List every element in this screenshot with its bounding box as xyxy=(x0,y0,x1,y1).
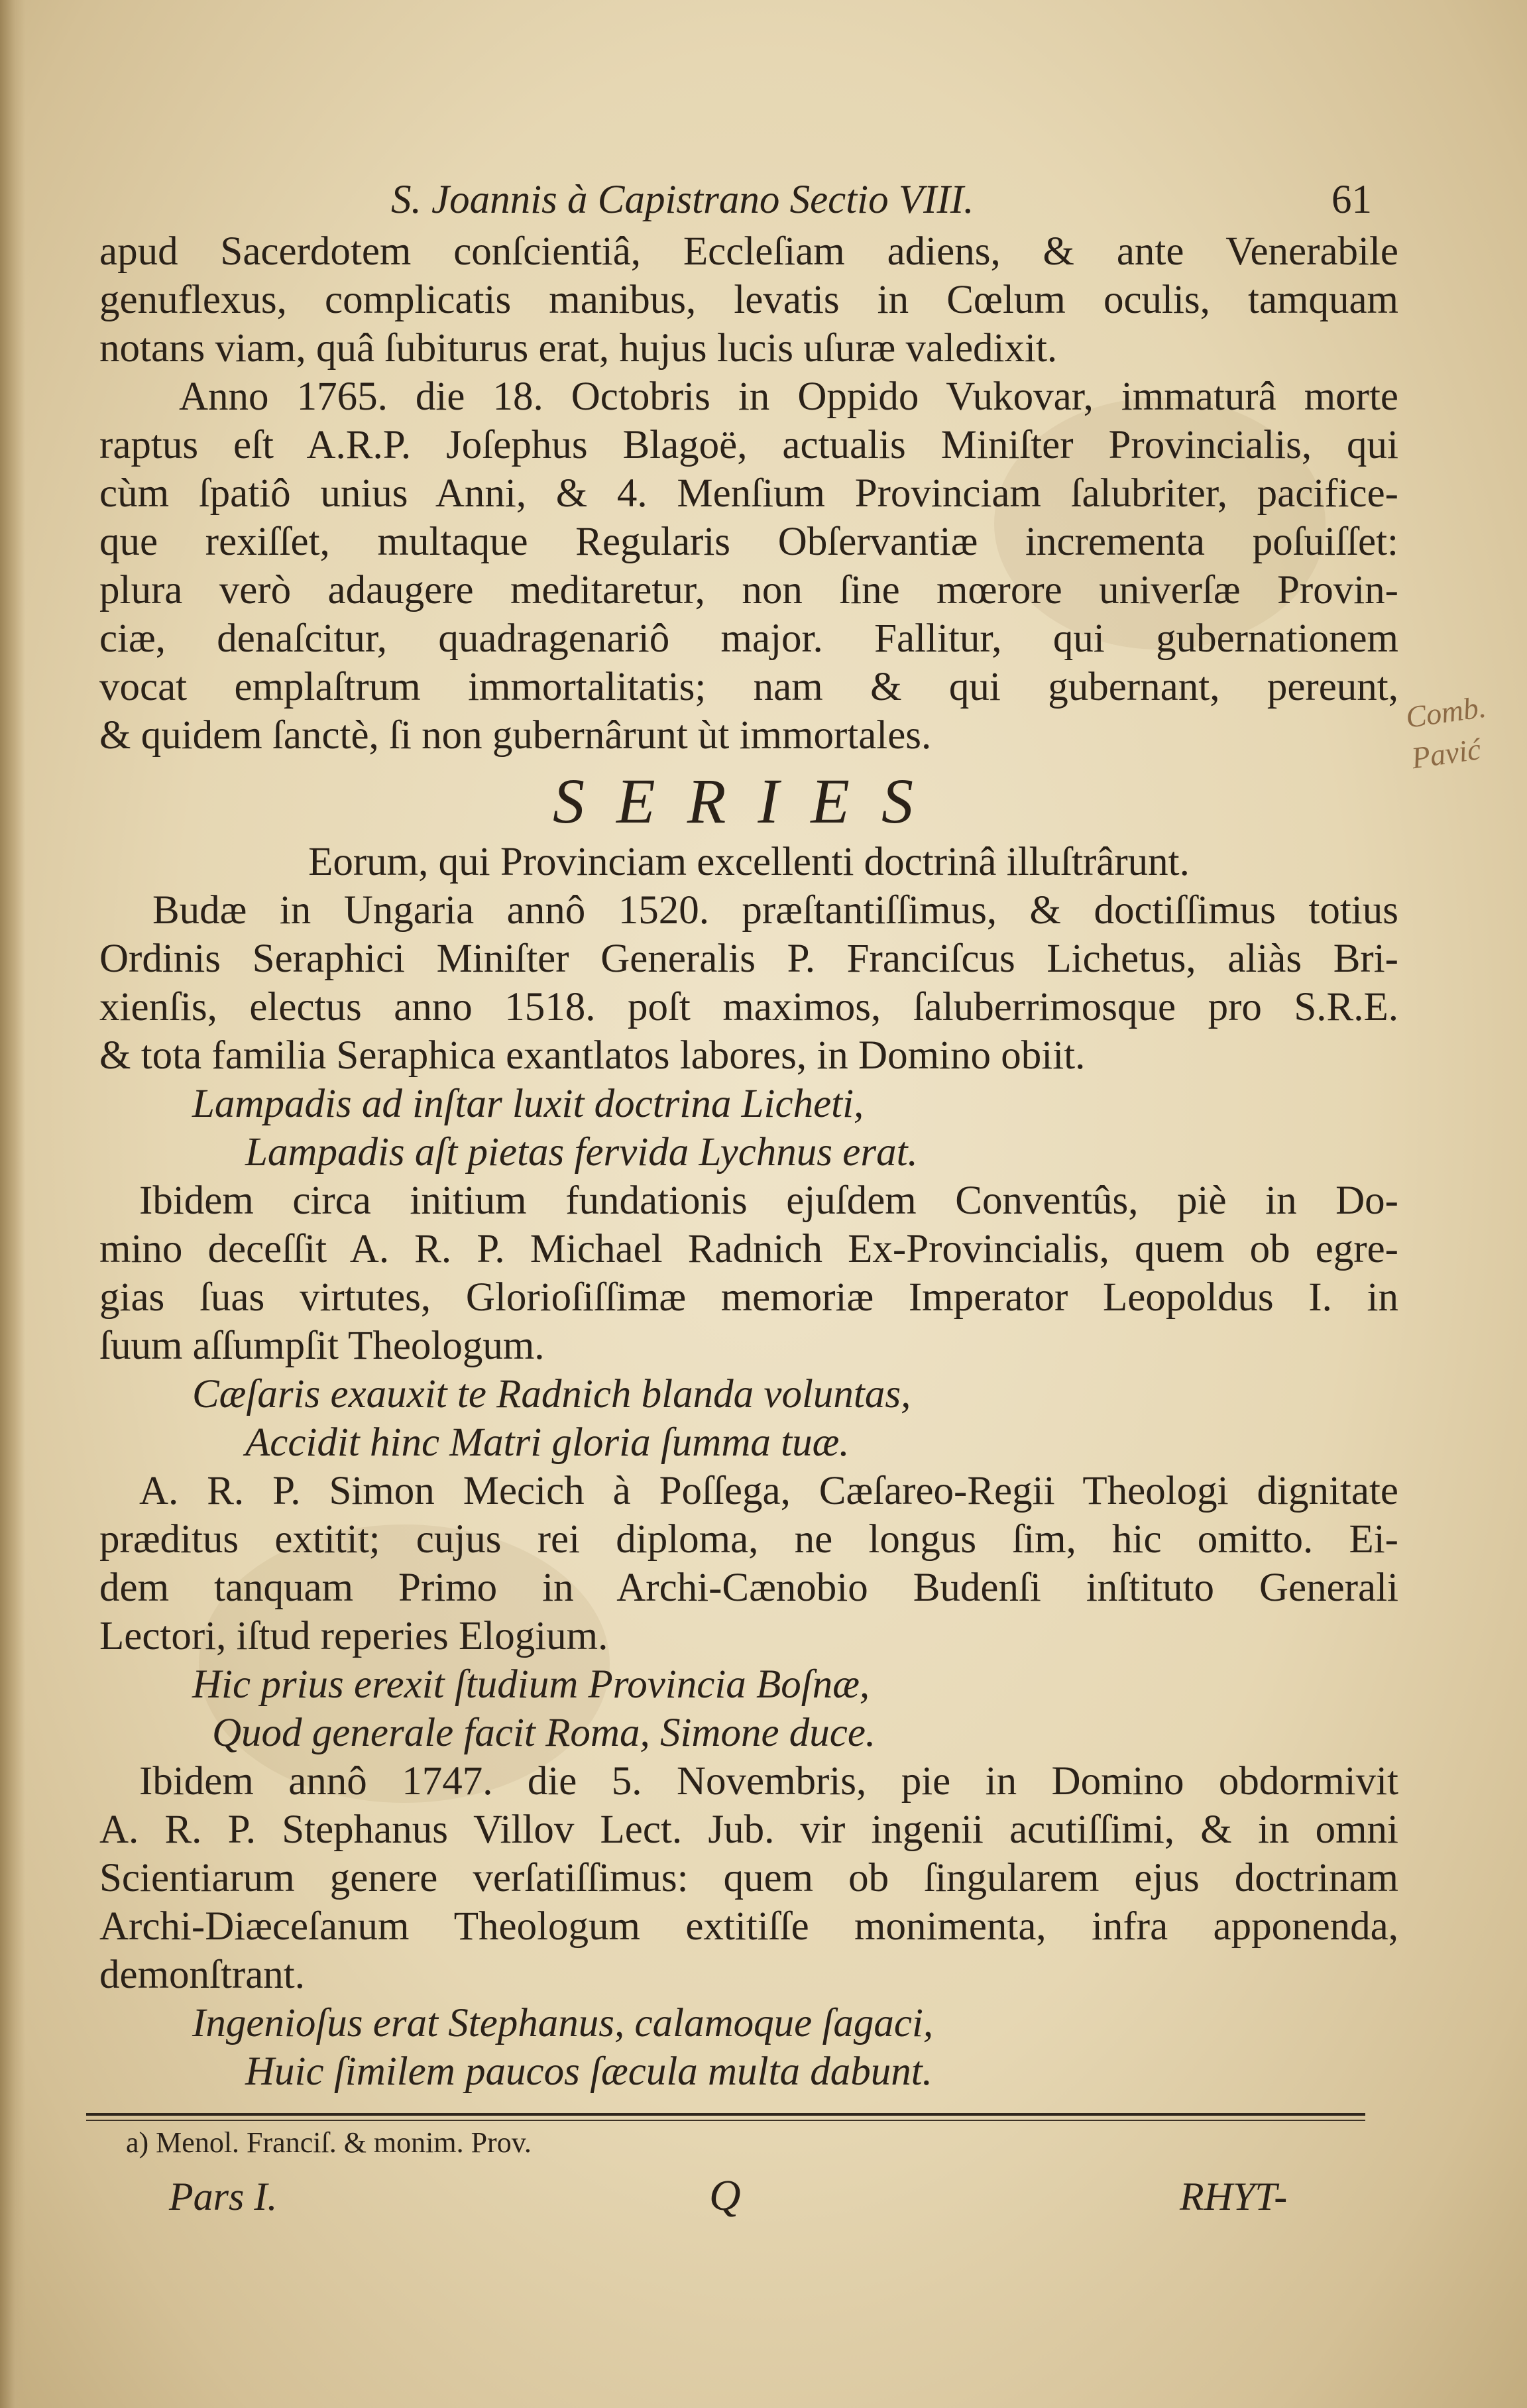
running-title: S. Joannis à Capistrano Sectio VIII. xyxy=(391,178,974,222)
rule-thin xyxy=(86,2120,1365,2121)
text-line: Ordinis Seraphici Miniſter Generalis P. Franciſcus Lichetus, aliàs Bri- xyxy=(99,937,1398,981)
page-number: 61 xyxy=(1331,178,1372,222)
verse-line: Cæſaris exauxit te Radnich blanda voluntas, xyxy=(192,1372,911,1416)
text-line: Scientiarum genere verſatiſſimus: quem ob ſingularem ejus doctrinam xyxy=(99,1856,1398,1900)
text-line: ſuum aſſumpſit Theologum. xyxy=(99,1324,545,1368)
text-line: Archi-Diæceſanum Theologum extitiſſe monimenta, infra apponenda, xyxy=(99,1904,1398,1949)
text-line: cùm ſpatiô unius Anni, & 4. Menſium Provinciam ſalubriter, pacifice- xyxy=(99,471,1398,516)
text-line: demonſtrant. xyxy=(99,1953,306,1997)
text-line: præditus extitit; cujus rei diploma, ne longus ſim, hic omitto. Ei- xyxy=(99,1517,1398,1562)
text-line: que rexiſſet, multaque Regularis Obſervantiæ incrementa poſuiſſet: xyxy=(99,520,1398,564)
text-line: ciæ, denaſcitur, quadragenariô major. Fallitur, qui gubernationem xyxy=(99,616,1398,661)
text-line: Ibidem circa initium fundationis ejuſdem Conventûs, piè in Do- xyxy=(139,1178,1398,1223)
verse-line: Ingenioſus erat Stephanus, calamoque ſagaci, xyxy=(192,2001,934,2045)
text-line: mino deceſſit A. R. P. Michael Radnich Ex-Provincialis, quem ob egre- xyxy=(99,1227,1398,1271)
series-subtitle: Eorum, qui Provinciam excellenti doctrinâ illuſtrârunt. xyxy=(308,840,1190,884)
verse-line: Lampadis ad inſtar luxit doctrina Licheti, xyxy=(192,1082,864,1126)
signature-mark: Q xyxy=(709,2171,741,2220)
running-header xyxy=(99,176,1398,227)
main-text xyxy=(99,176,1398,2096)
text-line: A. R. P. Simon Mecich à Poſſega, Cæſareo-Regii Theologi dignitate xyxy=(139,1469,1398,1513)
series-heading: SERIES xyxy=(553,766,945,836)
verse-line: Accidit hinc Matri gloria ſumma tuæ. xyxy=(245,1420,850,1465)
text-line: raptus eſt A.R.P. Joſephus Blagoë, actualis Miniſter Provincialis, qui xyxy=(99,423,1398,467)
text-line: Budæ in Ungaria annô 1520. præſtantiſſimus, & doctiſſimus totius xyxy=(152,888,1398,933)
text-line: vocat emplaſtrum immortalitatis; nam & qui gubernant, pereunt, xyxy=(99,665,1398,709)
text-line: plura verò adaugere meditaretur, non ſine mœrore univerſæ Provin- xyxy=(99,568,1398,612)
verse-line: Lampadis aſt pietas fervida Lychnus erat. xyxy=(245,1130,918,1175)
footnote-rule xyxy=(86,2113,1365,2121)
text-line: apud Sacerdotem conſcientiâ, Eccleſiam adiens, & ante Venerabile xyxy=(99,229,1398,274)
text-line: Lectori, iſtud reperies Elogium. xyxy=(99,1614,608,1658)
part-label: Pars I. xyxy=(169,2175,278,2218)
text-line: dem tanquam Primo in Archi-Cænobio Budenſi inſtituto Generali xyxy=(99,1566,1398,1610)
text-line: & tota familia Seraphica exantlatos labores, in Domino obiit. xyxy=(99,1033,1086,1078)
text-line: gias ſuas virtutes, Glorioſiſſimæ memoriæ Imperator Leopoldus I. in xyxy=(99,1275,1398,1320)
text-line: notans viam, quâ ſubiturus erat, hujus lucis uſuræ valedixit. xyxy=(99,326,1058,371)
page-edge-shadow xyxy=(0,0,25,2408)
text-line: A. R. P. Stephanus Villov Lect. Jub. vir ingenii acutiſſimi, & in omni xyxy=(99,1807,1398,1852)
footnote: a) Menol. Franciſ. & monim. Prov. xyxy=(126,2126,532,2159)
verse-line: Hic prius erexit ſtudium Provincia Boſnæ, xyxy=(192,1662,870,1707)
text-line: genuflexus, complicatis manibus, levatis in Cœlum oculis, tamquam xyxy=(99,278,1398,322)
handwritten-margin-note: Comb. Pavić xyxy=(1403,689,1489,775)
text-line: & quidem ſanctè, ſi non gubernârunt ùt immortales. xyxy=(99,713,932,758)
catchword: RHYT- xyxy=(1180,2175,1288,2218)
rule-thick xyxy=(86,2113,1365,2116)
text-line: Anno 1765. die 18. Octobris in Oppido Vukovar, immaturâ morte xyxy=(179,374,1398,419)
text-line: xienſis, electus anno 1518. poſt maximos, ſaluberrimosque pro S.R.E. xyxy=(99,985,1398,1029)
verse-line: Quod generale facit Roma, Simone duce. xyxy=(212,1711,876,1755)
text-line: Ibidem annô 1747. die 5. Novembris, pie in Domino obdormivit xyxy=(139,1759,1398,1804)
verse-line: Huic ſimilem paucos ſæcula multa dabunt. xyxy=(245,2049,933,2094)
